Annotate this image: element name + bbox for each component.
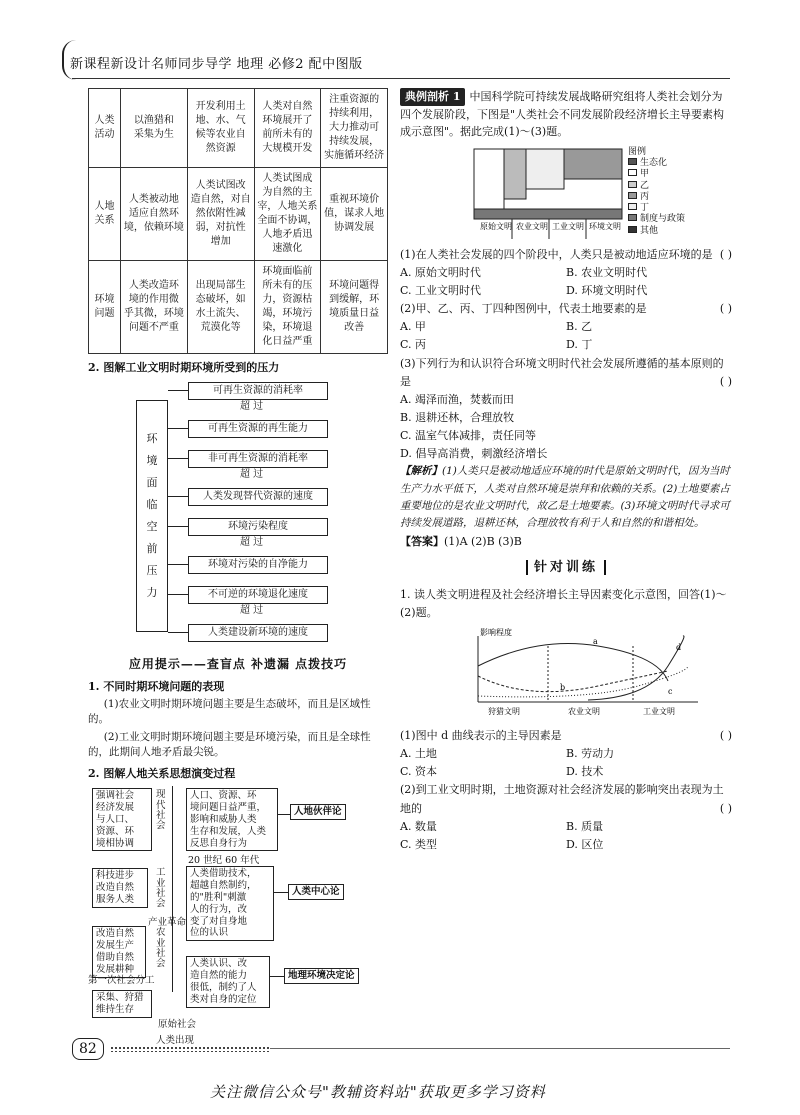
- q2-paren: ( ): [719, 302, 732, 316]
- time-industrial-revolution: 产业革命: [148, 917, 187, 929]
- option[interactable]: A. 竭泽而渔，焚薮而田: [400, 392, 514, 406]
- curve-c: c: [668, 686, 673, 696]
- option[interactable]: D. 区位: [566, 837, 604, 851]
- q3-text: (3)下列行为和认识符合环境文明时代社会发展所遵循的基本原则的是: [400, 356, 724, 388]
- pressure-box: 环境对污染的自净能力: [188, 556, 328, 575]
- pressure-box: 人类建设新环境的速度: [188, 624, 328, 643]
- example-badge: 典例剖析 1: [400, 88, 465, 106]
- row-label: 环境 问题: [89, 261, 121, 354]
- side-char: 力: [146, 585, 158, 599]
- exceeds-label: 超 过: [240, 536, 264, 548]
- p1q1-text: (1)图中 d 曲线表示的主导因素是: [400, 728, 562, 742]
- table-row: [89, 261, 388, 354]
- stage-label-4: 环境文明: [589, 221, 621, 231]
- option[interactable]: C. 类型: [400, 837, 438, 851]
- hint-2-title: 2. 图解人地关系思想演变过程: [88, 767, 236, 781]
- side-char: 环: [146, 432, 158, 446]
- influence-curve-chart: [468, 626, 708, 721]
- answer-text: (1)A (2)B (3)B: [444, 534, 522, 548]
- legend-swatch: [628, 214, 637, 221]
- header-rule: [72, 78, 730, 79]
- connector: [168, 458, 188, 459]
- practice-banner-text: 针对训练: [526, 560, 606, 575]
- theory-determinism: 地理环境决定论: [284, 968, 359, 984]
- legend-item: 制度与政策: [628, 214, 685, 225]
- p1q1-options: [400, 745, 732, 781]
- legend-item: 丁: [628, 203, 685, 214]
- chart-legend: [628, 147, 685, 237]
- era-industrial: 工业社会: [156, 867, 166, 910]
- p1q2-paren: ( ): [719, 801, 732, 815]
- table-row: [89, 168, 388, 261]
- connector: [168, 564, 188, 565]
- page-decoration-dots: [110, 1046, 270, 1052]
- side-char: 前: [146, 541, 158, 555]
- legend-title: 图例: [628, 146, 647, 157]
- bottom-rule: [270, 1048, 730, 1049]
- row-label: 人类 活动: [89, 89, 121, 168]
- table-cell: 环境问题得 到缓解，环 境质量日益 改善: [321, 261, 388, 354]
- influence-curve-svg: [468, 626, 708, 721]
- p1q2-options: [400, 818, 732, 854]
- answer-label: 【答案】: [400, 534, 444, 548]
- man-land-thought-diagram: [88, 786, 388, 1015]
- c2-x-1: 农业文明: [568, 706, 600, 716]
- mind-box-primitive-ability: 人类认识、改 造自然的能力 很低，制约了人 类对自身的定位: [186, 956, 270, 1008]
- table-cell: 人类试图改 造自然，对自 然依附性减 弱，对抗性 增加: [187, 168, 254, 261]
- pressure-box: 非可再生资源的消耗率: [188, 450, 328, 469]
- connector: [168, 594, 188, 595]
- q1-paren: ( ): [719, 247, 732, 261]
- mind-box-tech: 科技进步 改造自然 服务人类: [92, 868, 148, 908]
- table-cell: 人类改造环 境的作用微 乎其微，环境 问题不严重: [121, 261, 188, 354]
- hint-1-paragraph-1: (1)农业文明时期环境问题主要是生态破坏，而且是区域性的。: [88, 698, 371, 726]
- legend-swatch: [628, 181, 637, 188]
- mind-box-industrial: 人类借助技术， 超越自然制约， 的"胜利"刺激 人的行为，改 变了对自身地 位的认识: [186, 866, 274, 941]
- row-label: 人地 关系: [89, 168, 121, 261]
- table-row: [89, 89, 388, 168]
- q3-paren: ( ): [719, 374, 732, 388]
- time-division-of-labor: 第一次社会分工: [88, 975, 155, 987]
- curve-a: a: [593, 636, 598, 646]
- mind-era-primitive: 原始社会: [158, 1019, 197, 1031]
- c2-x-2: 工业文明: [643, 706, 675, 716]
- table-cell: 注重资源的 持续利用， 大力推动可 持续发展， 实施循环经济: [321, 89, 388, 168]
- connector: [168, 428, 188, 429]
- table-cell: 出现局部生 态破坏，如 水土流失、 荒漠化等: [187, 261, 254, 354]
- c2-ylabel: 影响程度: [480, 627, 512, 637]
- option[interactable]: D. 倡导高消费，刺激经济增长: [400, 447, 548, 461]
- p1q1-paren: ( ): [719, 728, 732, 742]
- pressure-diagram: [88, 382, 388, 652]
- p1q2-text: (2)到工业文明时期，土地资源对社会经济发展的影响突出表现为土地的: [400, 783, 724, 815]
- legend-swatch: [628, 226, 637, 233]
- option[interactable]: B. 退耕还林，合理放牧: [400, 411, 515, 425]
- page-number: 82: [72, 1038, 104, 1060]
- table-cell: 重视环境价 值，谋求人地 协调发展: [321, 168, 388, 261]
- theory-partnership: 人地伙伴论: [290, 804, 346, 820]
- q2-options: [400, 318, 732, 354]
- mind-box-modern: 人口、资源、环 境问题日益严重， 影响和威胁人类 生存和发展，人类 反思自身行为: [186, 788, 278, 851]
- legend-swatch: [628, 192, 637, 199]
- q1-options: [400, 264, 732, 300]
- explanation-text: (1)人类只是被动地适应环境的时代是原始文明时代，因为当时生产力水平低下，人类对自然环境是崇拜和依赖的关系。(2)土地要素占重要地位的是农业文明时代，故乙是土地要素。(3)环境文明时代寻求可持续发展道路，退耕还林，合理放牧有利于人和自然的和谐相处。: [400, 465, 730, 530]
- page-header: 新课程新设计名师同步导学 地理 必修2 配中图版: [70, 57, 363, 72]
- side-char: 临: [146, 498, 158, 511]
- exceeds-label: 超 过: [240, 604, 264, 616]
- pressure-box: 不可逆的环境退化速度: [188, 586, 328, 605]
- option[interactable]: C. 工业文明时代: [400, 284, 482, 298]
- era-modern: 现代社会: [156, 789, 166, 832]
- option[interactable]: C. 丙: [400, 338, 427, 352]
- legend-item: 乙: [628, 181, 685, 192]
- option[interactable]: D. 环境文明时代: [566, 284, 648, 298]
- explanation-label: 【解析】: [400, 465, 442, 478]
- table-cell: 人类被动地 适应自然环 境，依赖环境: [121, 168, 188, 261]
- exceeds-label: 超 过: [240, 400, 264, 412]
- legend-item: 其他: [628, 226, 685, 237]
- connector: [278, 814, 290, 815]
- q1-text: (1)在人类社会发展的四个阶段中，人类只是被动地适应环境的是: [400, 247, 713, 261]
- connector: [168, 496, 188, 497]
- left-column: [88, 88, 388, 1048]
- legend-item: 生态化: [628, 158, 685, 169]
- time-1960s: 20 世纪 60 年代: [188, 855, 260, 867]
- example-intro: 中国科学院可持续发展战略研究组将人类社会划分为四个发展阶段，下图是"人类社会不同发展阶段经济增长主导要素构成示意图"。据此完成(1)～(3)题。: [400, 90, 725, 139]
- pressure-side-label: [136, 400, 168, 632]
- option[interactable]: B. 质量: [566, 819, 604, 833]
- practice-banner: [400, 559, 732, 578]
- exceeds-label: 超 过: [240, 468, 264, 480]
- legend-swatch: [628, 203, 637, 210]
- table-cell: 开发利用土 地、水、气 候等农业自 然资源: [187, 89, 254, 168]
- pressure-box: 可再生资源的再生能力: [188, 420, 328, 439]
- q3-options: [400, 391, 732, 464]
- curve-d: d: [676, 642, 682, 652]
- table-cell: 环境面临前 所未有的压 力，资源枯 竭，环境污 染，环境退 化日益严重: [254, 261, 321, 354]
- hint-1-title: 1. 不同时期环境问题的表现: [88, 680, 225, 694]
- legend-item: 丙: [628, 192, 685, 203]
- side-char: 空: [146, 519, 158, 533]
- civilization-comparison-table: [88, 88, 388, 354]
- option[interactable]: B. 农业文明时代: [566, 265, 648, 279]
- pressure-box: 环境污染程度: [188, 518, 328, 537]
- option[interactable]: C. 温室气体减排，责任同等: [400, 429, 537, 443]
- side-char: 面: [146, 476, 158, 490]
- table-cell: 以渔猎和 采集为生: [121, 89, 188, 168]
- table-cell: 人类试图成 为自然的主 宰，人地关系 全面不协调， 人地矛盾迅 速激化: [254, 168, 321, 261]
- option[interactable]: A. 甲: [400, 320, 426, 334]
- connector: [168, 390, 188, 391]
- footer-note: 关注微信公众号"教辅资料站"获取更多学习资料: [210, 1083, 546, 1101]
- side-char: 压: [146, 563, 158, 577]
- table-cell: 人类对自然 环境展开了 前所未有的 大规模开发: [254, 89, 321, 168]
- mind-box-coordinate: 强调社会 经济发展 与人口、 资源、环 境相协调: [92, 788, 152, 851]
- connector: [274, 892, 288, 893]
- curve-b: b: [560, 682, 566, 692]
- option[interactable]: B. 劳动力: [566, 747, 615, 761]
- stage-factor-chart: [472, 147, 712, 242]
- hint-title: 应用提示——查盲点 补遗漏 点拨技巧: [128, 656, 348, 671]
- stage-label-2: 农业文明: [516, 221, 548, 231]
- connector: [168, 526, 188, 527]
- option[interactable]: D. 丁: [566, 338, 593, 352]
- side-char: 境: [146, 454, 158, 468]
- option[interactable]: C. 资本: [400, 765, 438, 779]
- right-column: [400, 88, 732, 854]
- legend-swatch: [628, 169, 637, 176]
- stage-label-3: 工业文明: [552, 221, 584, 231]
- connector: [270, 976, 284, 977]
- option[interactable]: B. 乙: [566, 320, 593, 334]
- option[interactable]: A. 数量: [400, 819, 437, 833]
- c2-x-0: 狩猎文明: [488, 706, 520, 716]
- theory-human-center: 人类中心论: [288, 884, 344, 900]
- pressure-box: 人类发现替代资源的速度: [188, 488, 328, 507]
- mind-box-agri: 改造自然 发展生产 借助自然 发展耕种: [92, 926, 146, 978]
- hint-1-paragraph-2: (2)工业文明时期环境问题主要是环境污染，而且是全球性的，此期间人地矛盾最尖锐。: [88, 730, 371, 758]
- timeline-axis: [172, 786, 173, 992]
- practice-1-intro: 1. 读人类文明进程及社会经济增长主导因素变化示意图，回答(1)～(2)题。: [400, 587, 727, 619]
- legend-swatch: [628, 158, 637, 165]
- option[interactable]: A. 原始文明时代: [400, 265, 481, 279]
- q2-text: (2)甲、乙、丙、丁四种图例中，代表土地要素的是: [400, 302, 647, 316]
- time-human-appearance: 人类出现: [156, 1034, 195, 1046]
- section-2-title: 2. 图解工业文明时期环境所受到的压力: [88, 361, 280, 374]
- pressure-box: 可再生资源的消耗率: [188, 382, 328, 401]
- option[interactable]: D. 技术: [566, 765, 604, 779]
- legend-item: 甲: [628, 169, 685, 180]
- connector: [168, 632, 188, 633]
- stage-label-1: 原始文明: [480, 221, 512, 231]
- era-agricultural: 农业社会: [156, 927, 166, 970]
- option[interactable]: A. 土地: [400, 747, 437, 761]
- mind-box-primitive: 采集、狩猎 维持生存: [92, 990, 152, 1018]
